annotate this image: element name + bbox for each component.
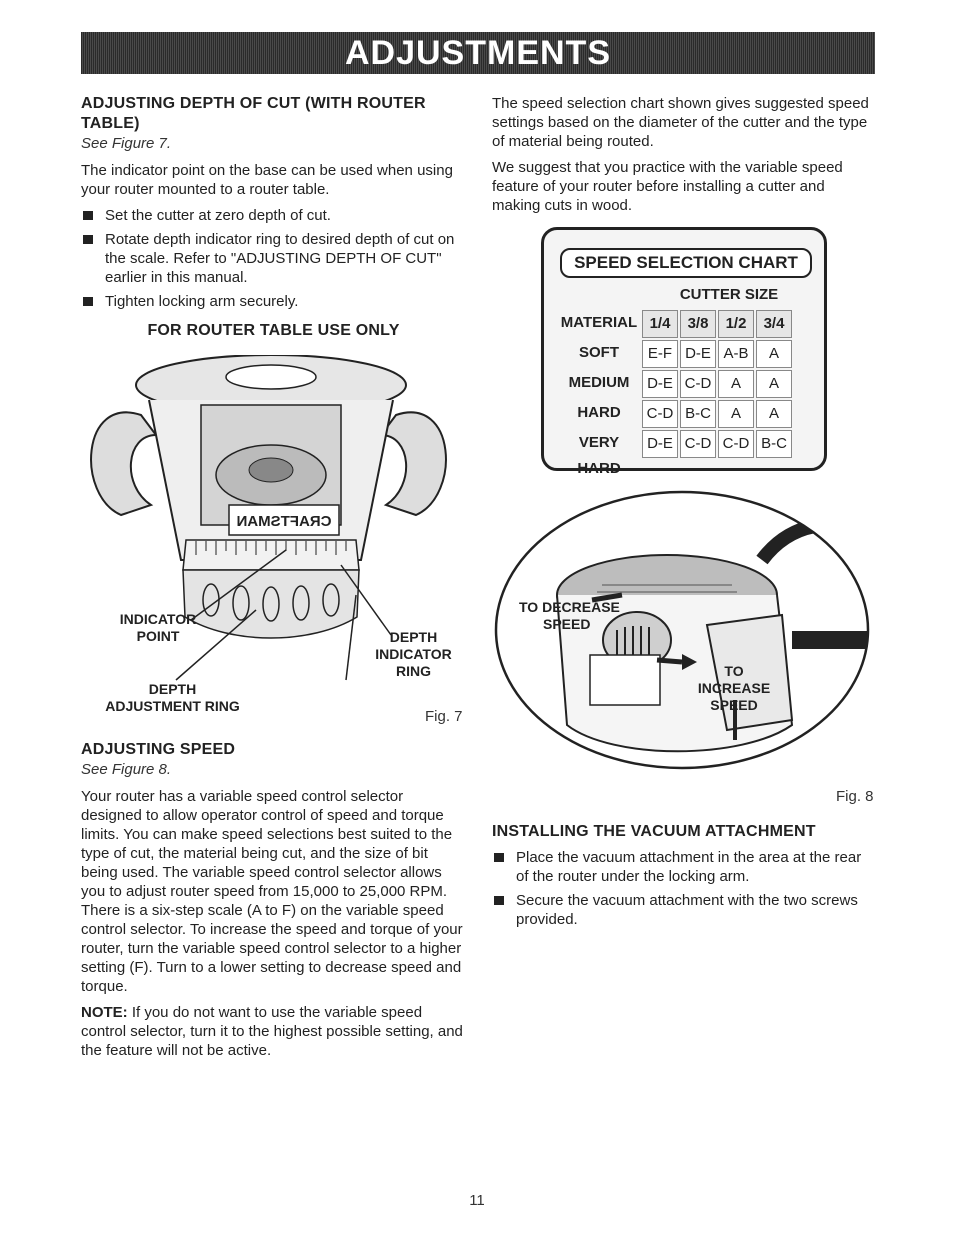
bullet-text: Place the vacuum attachment in the area at the rear of the router under the locking arm. [516, 849, 862, 885]
section-banner [81, 32, 875, 74]
label-depth-indicator-ring [356, 629, 471, 680]
section-title-adjusting-speed: ADJUSTING SPEED [81, 741, 236, 758]
intro-paragraph: The indicator point on the base can be used when using your router mounted to a router table. [81, 162, 453, 198]
header-cell: 1/2 [718, 310, 754, 338]
bullet-item [492, 891, 877, 929]
figure-8-number: Fig. 8 [836, 788, 874, 805]
bullet-square-icon [83, 235, 93, 244]
label-line: INDICATOR RING [375, 646, 452, 679]
speed-selection-chart [541, 227, 827, 477]
label-line: TO DECREASE [519, 599, 620, 615]
header-cell: 1/4 [642, 310, 678, 338]
vacuum-section [492, 822, 877, 934]
table-cell: B-C [756, 430, 792, 458]
section-title-vacuum-attachment: INSTALLING THE VACUUM ATTACHMENT [492, 823, 816, 840]
bullet-text: Tighten locking arm securely. [105, 293, 299, 310]
table-cell: C-D [718, 430, 754, 458]
header-material: MATERIAL [560, 314, 638, 331]
bullet-item [81, 206, 466, 225]
banner-title: ADJUSTMENTS [344, 33, 612, 72]
row-label: VERY HARD [577, 434, 621, 477]
table-row [558, 398, 794, 428]
chart-title: SPEED SELECTION CHART [560, 248, 812, 278]
header-cell: 3/4 [756, 310, 792, 338]
bullet-text: Set the cutter at zero depth of cut. [105, 207, 331, 224]
label-line: TO INCREASE [697, 663, 771, 696]
row-label: HARD [577, 404, 621, 421]
table-cell: D-E [680, 340, 716, 368]
adjusting-speed-section [81, 740, 466, 1067]
label-line: SPEED [543, 616, 591, 632]
note-paragraph [81, 1003, 466, 1060]
table-cell: A [718, 370, 754, 398]
table-cell: A-B [718, 340, 754, 368]
bullet-square-icon [494, 853, 504, 862]
label-to-increase-speed [689, 663, 779, 714]
practice-paragraph: We suggest that you practice with the variable speed feature of your router before installing a cutter and making cuts in wood. [492, 159, 843, 214]
right-column [492, 94, 877, 222]
see-figure-7: See Figure 7. [81, 135, 172, 152]
bullet-text: Secure the vacuum attachment with the two screws provided. [516, 892, 858, 928]
bullet-item [81, 230, 466, 287]
router-table-subhead: FOR ROUTER TABLE USE ONLY [147, 322, 400, 339]
row-label: SOFT [579, 344, 619, 361]
label-line: ADJUSTMENT RING [105, 698, 240, 714]
note-text: If you do not want to use the variable speed control selector, turn it to the highest possible setting, and the feature will not be active. [81, 1004, 463, 1059]
table-row [558, 338, 794, 368]
table-cell: A [756, 340, 792, 368]
chart-intro-paragraph: The speed selection chart shown gives suggested speed settings based on the diameter of the cutter and the type of material being routed. [492, 95, 869, 150]
table-cell: D-E [642, 370, 678, 398]
figure-7-number: Fig. 7 [425, 708, 463, 725]
bullet-square-icon [494, 896, 504, 905]
page-number: 11 [469, 1192, 485, 1209]
chart-header-row [558, 308, 794, 338]
table-row [558, 428, 794, 477]
label-to-decrease-speed [519, 599, 620, 633]
bullet-text: Rotate depth indicator ring to desired depth of cut on the scale. Refer to "ADJUSTING DEPTH OF CUT" earlier in this manual. [105, 231, 455, 286]
table-cell: A [756, 400, 792, 428]
table-cell: C-D [680, 370, 716, 398]
table-cell: A [756, 370, 792, 398]
label-line: INDICATOR [119, 611, 197, 627]
bullet-square-icon [83, 297, 93, 306]
cutter-size-label: CUTTER SIZE [679, 286, 779, 303]
label-line: DEPTH [389, 629, 438, 645]
table-cell: B-C [680, 400, 716, 428]
label-line: POINT [136, 628, 180, 644]
table-row [558, 368, 794, 398]
table-cell: C-D [642, 400, 678, 428]
bullet-item [492, 848, 877, 886]
table-cell: D-E [642, 430, 678, 458]
label-indicator-point [118, 611, 198, 645]
row-label: MEDIUM [568, 374, 630, 391]
bullet-square-icon [83, 211, 93, 220]
header-cell: 3/8 [680, 310, 716, 338]
label-depth-adjustment-ring [105, 681, 240, 715]
chart-grid [558, 308, 794, 477]
brand-plate-text: CRAFTSMAN [236, 513, 332, 530]
speed-body-paragraph: Your router has a variable speed control selector designed to allow operator control of speed and torque limits. You can make speed selections best suited to the type of cut, the material being cut, and the size of bit being used. The variable speed control selector allows you to adjust router speed from 15,000 to 25,000 RPM. There is a six-step scale (A to F) on the variable speed control selector. To increase the speed and torque of your router, turn the variable speed control selector to a higher setting (F). Turn to a lower setting to decrease speed and torque. [81, 788, 463, 995]
label-line: DEPTH [148, 681, 197, 697]
section-title-depth-of-cut: ADJUSTING DEPTH OF CUT (WITH ROUTER TABLE) [81, 95, 426, 132]
note-label: NOTE: [81, 1004, 128, 1021]
table-cell: C-D [680, 430, 716, 458]
table-cell: A [718, 400, 754, 428]
label-line: SPEED [710, 697, 758, 713]
left-column [81, 94, 466, 340]
see-figure-8: See Figure 8. [81, 761, 172, 778]
table-cell: E-F [642, 340, 678, 368]
bullet-item [81, 292, 466, 311]
